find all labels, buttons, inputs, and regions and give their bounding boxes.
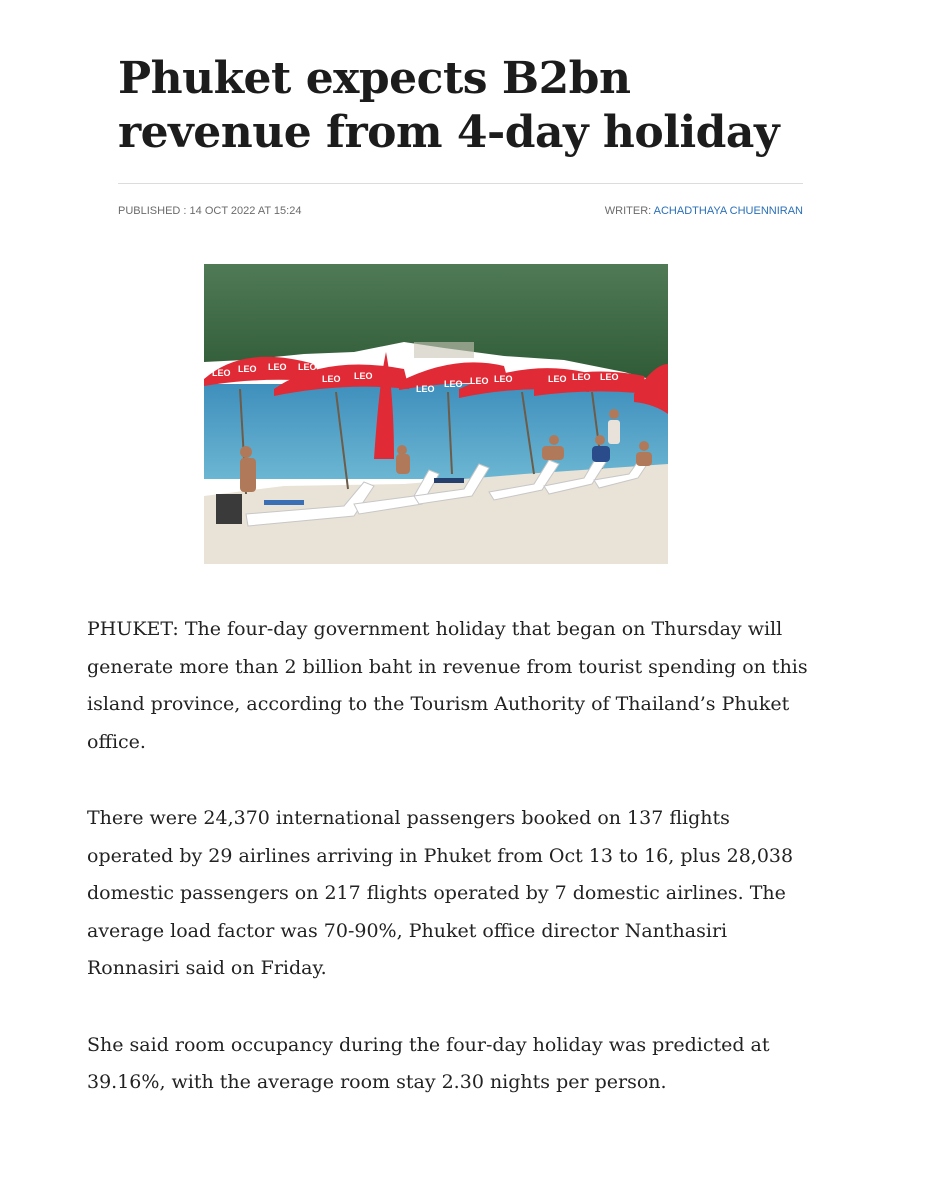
svg-text:LEO: LEO	[494, 374, 513, 384]
svg-text:LEO: LEO	[572, 372, 591, 382]
svg-text:LEO: LEO	[238, 364, 257, 374]
writer-name-link[interactable]: ACHADTHAYA CHUENNIRAN	[653, 205, 803, 217]
svg-text:LEO: LEO	[298, 362, 317, 372]
article-headline: Phuket expects B2bn revenue from 4-day holiday	[118, 53, 780, 158]
article-photo	[204, 264, 668, 564]
svg-text:LEO: LEO	[600, 372, 619, 382]
article-paragraph: She said room occupancy during the four-day holiday was predicted at 39.16%, with the average room stay 2.30 nights per person.	[87, 1033, 770, 1093]
headline-divider	[118, 183, 803, 184]
svg-text:LEO: LEO	[212, 368, 231, 378]
article-paragraph: There were 24,370 international passengers booked on 137 flights operated by 29 airlines arriving in Phuket from Oct 13 to 16, plus 28,038 domestic passengers on 217 flights operated by 7 domestic airlines. The average load factor was 70-90%, Phuket office director Nanthasiri Ronnasiri said on Friday.	[87, 807, 794, 979]
svg-text:LEO: LEO	[470, 376, 489, 386]
article-paragraph: PHUKET: The four-day government holiday that began on Thursday will generate more than 2 billion baht in revenue from tourist spending on this island province, according to the Tourism Authority of Thailand’s Phuket office.	[87, 618, 808, 753]
svg-text:LEO: LEO	[268, 362, 287, 372]
published-info	[118, 204, 301, 218]
article-body	[87, 611, 817, 1141]
svg-text:LEO: LEO	[354, 371, 373, 381]
svg-text:LEO: LEO	[322, 374, 341, 384]
svg-text:LEO: LEO	[548, 374, 567, 384]
svg-text:LEO: LEO	[444, 379, 463, 389]
published-label: PUBLISHED :	[118, 205, 190, 217]
writer-label: WRITER:	[604, 205, 654, 217]
town	[414, 342, 474, 358]
published-date: 14 OCT 2022 AT 15:24	[189, 205, 302, 217]
svg-text:LEO: LEO	[416, 384, 435, 394]
writer-info	[605, 204, 803, 218]
